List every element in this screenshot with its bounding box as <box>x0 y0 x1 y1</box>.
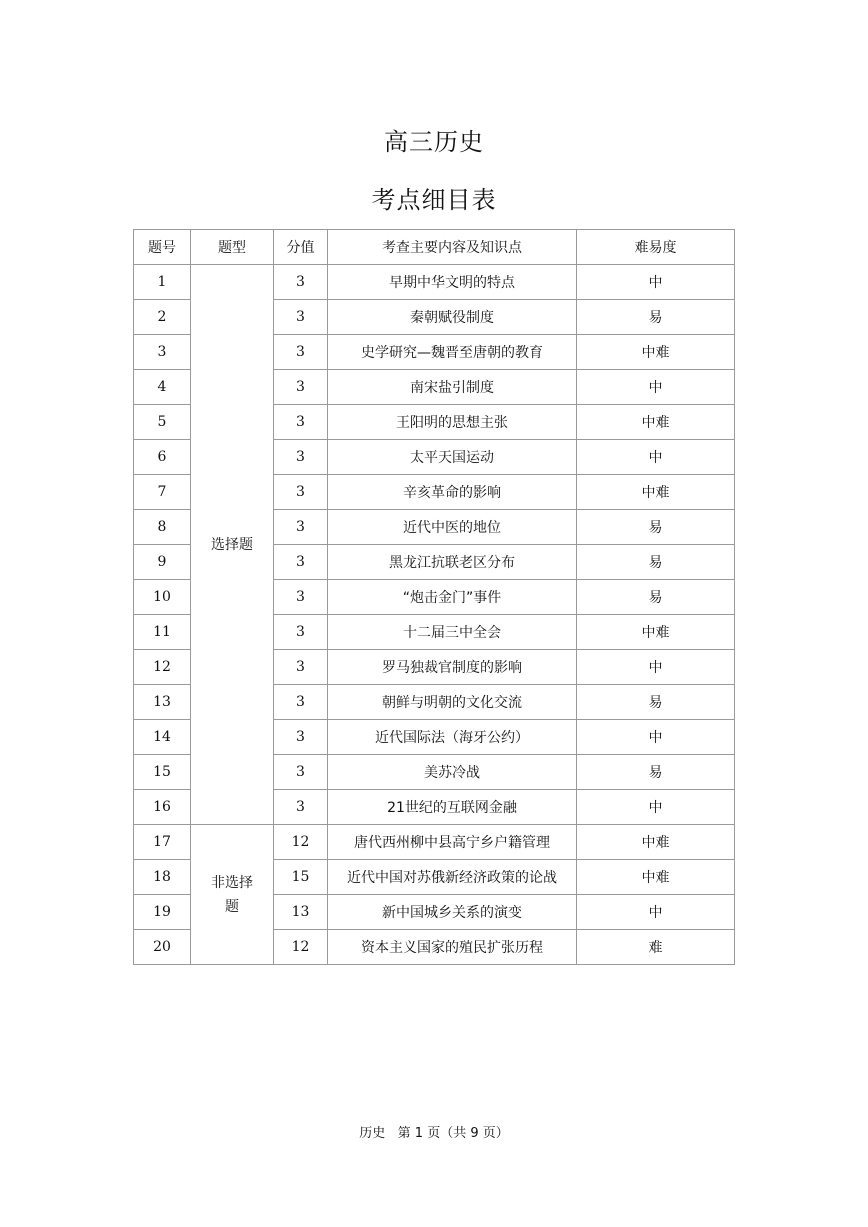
score-cell: 3 <box>274 405 328 440</box>
question-number-cell: 5 <box>134 405 191 440</box>
difficulty-cell: 易 <box>577 685 735 720</box>
score-cell: 3 <box>274 790 328 825</box>
content-cell: 王阳明的思想主张 <box>328 405 577 440</box>
question-number-cell: 15 <box>134 755 191 790</box>
question-number-cell: 9 <box>134 545 191 580</box>
content-cell: 史学研究—魏晋至唐朝的教育 <box>328 335 577 370</box>
page-subtitle: 考点细目表 <box>371 186 497 214</box>
question-number-cell: 16 <box>134 790 191 825</box>
column-header-score: 分值 <box>274 230 328 265</box>
score-cell: 13 <box>274 895 328 930</box>
content-cell: “炮击金门”事件 <box>328 580 577 615</box>
score-cell: 3 <box>274 650 328 685</box>
score-cell: 3 <box>274 545 328 580</box>
score-cell: 3 <box>274 475 328 510</box>
question-number-cell: 8 <box>134 510 191 545</box>
question-number-cell: 3 <box>134 335 191 370</box>
difficulty-cell: 易 <box>577 510 735 545</box>
content-cell: 秦朝赋役制度 <box>328 300 577 335</box>
difficulty-cell: 中 <box>577 895 735 930</box>
column-header-difficulty: 难易度 <box>577 230 735 265</box>
column-header-content: 考查主要内容及知识点 <box>328 230 577 265</box>
question-number-cell: 7 <box>134 475 191 510</box>
score-cell: 12 <box>274 930 328 965</box>
difficulty-cell: 中难 <box>577 405 735 440</box>
difficulty-cell: 易 <box>577 580 735 615</box>
question-number-cell: 11 <box>134 615 191 650</box>
difficulty-cell: 中 <box>577 650 735 685</box>
page-title: 高三历史 <box>384 128 484 156</box>
difficulty-cell: 中难 <box>577 615 735 650</box>
score-cell: 3 <box>274 615 328 650</box>
question-type-cell: 选择题 <box>191 265 274 825</box>
difficulty-cell: 中 <box>577 720 735 755</box>
content-cell: 21世纪的互联网金融 <box>328 790 577 825</box>
content-cell: 早期中华文明的特点 <box>328 265 577 300</box>
difficulty-cell: 中难 <box>577 860 735 895</box>
content-cell: 近代中医的地位 <box>328 510 577 545</box>
content-cell: 美苏冷战 <box>328 755 577 790</box>
question-number-cell: 17 <box>134 825 191 860</box>
score-cell: 3 <box>274 755 328 790</box>
score-cell: 3 <box>274 685 328 720</box>
score-cell: 3 <box>274 510 328 545</box>
question-number-cell: 1 <box>134 265 191 300</box>
score-cell: 3 <box>274 370 328 405</box>
question-number-cell: 6 <box>134 440 191 475</box>
difficulty-cell: 难 <box>577 930 735 965</box>
difficulty-cell: 易 <box>577 545 735 580</box>
question-number-cell: 14 <box>134 720 191 755</box>
content-cell: 罗马独裁官制度的影响 <box>328 650 577 685</box>
difficulty-cell: 中难 <box>577 825 735 860</box>
page-footer: 历史 第 1 页（共 9 页） <box>359 1126 509 1141</box>
question-number-cell: 10 <box>134 580 191 615</box>
question-number-cell: 20 <box>134 930 191 965</box>
score-cell: 3 <box>274 335 328 370</box>
difficulty-cell: 中 <box>577 370 735 405</box>
column-header-type: 题型 <box>191 230 274 265</box>
question-number-cell: 19 <box>134 895 191 930</box>
question-type-cell: 非选择 题 <box>191 825 274 965</box>
content-cell: 南宋盐引制度 <box>328 370 577 405</box>
column-header-number: 题号 <box>134 230 191 265</box>
content-cell: 近代中国对苏俄新经济政策的论战 <box>328 860 577 895</box>
content-cell: 新中国城乡关系的演变 <box>328 895 577 930</box>
difficulty-cell: 易 <box>577 300 735 335</box>
score-cell: 3 <box>274 440 328 475</box>
content-cell: 朝鲜与明朝的文化交流 <box>328 685 577 720</box>
question-number-cell: 2 <box>134 300 191 335</box>
question-number-cell: 4 <box>134 370 191 405</box>
exam-spec-table <box>133 229 735 965</box>
content-cell: 近代国际法（海牙公约） <box>328 720 577 755</box>
content-cell: 辛亥革命的影响 <box>328 475 577 510</box>
difficulty-cell: 中难 <box>577 335 735 370</box>
difficulty-cell: 中 <box>577 265 735 300</box>
table-header-row <box>134 230 735 265</box>
score-cell: 3 <box>274 720 328 755</box>
difficulty-cell: 易 <box>577 755 735 790</box>
question-number-cell: 13 <box>134 685 191 720</box>
score-cell: 12 <box>274 825 328 860</box>
score-cell: 15 <box>274 860 328 895</box>
score-cell: 3 <box>274 265 328 300</box>
difficulty-cell: 中难 <box>577 475 735 510</box>
difficulty-cell: 中 <box>577 440 735 475</box>
score-cell: 3 <box>274 300 328 335</box>
content-cell: 黑龙江抗联老区分布 <box>328 545 577 580</box>
table-row <box>134 265 735 300</box>
content-cell: 十二届三中全会 <box>328 615 577 650</box>
score-cell: 3 <box>274 580 328 615</box>
content-cell: 资本主义国家的殖民扩张历程 <box>328 930 577 965</box>
difficulty-cell: 中 <box>577 790 735 825</box>
content-cell: 太平天国运动 <box>328 440 577 475</box>
question-number-cell: 12 <box>134 650 191 685</box>
question-number-cell: 18 <box>134 860 191 895</box>
table-row <box>134 825 735 860</box>
content-cell: 唐代西州柳中县高宁乡户籍管理 <box>328 825 577 860</box>
